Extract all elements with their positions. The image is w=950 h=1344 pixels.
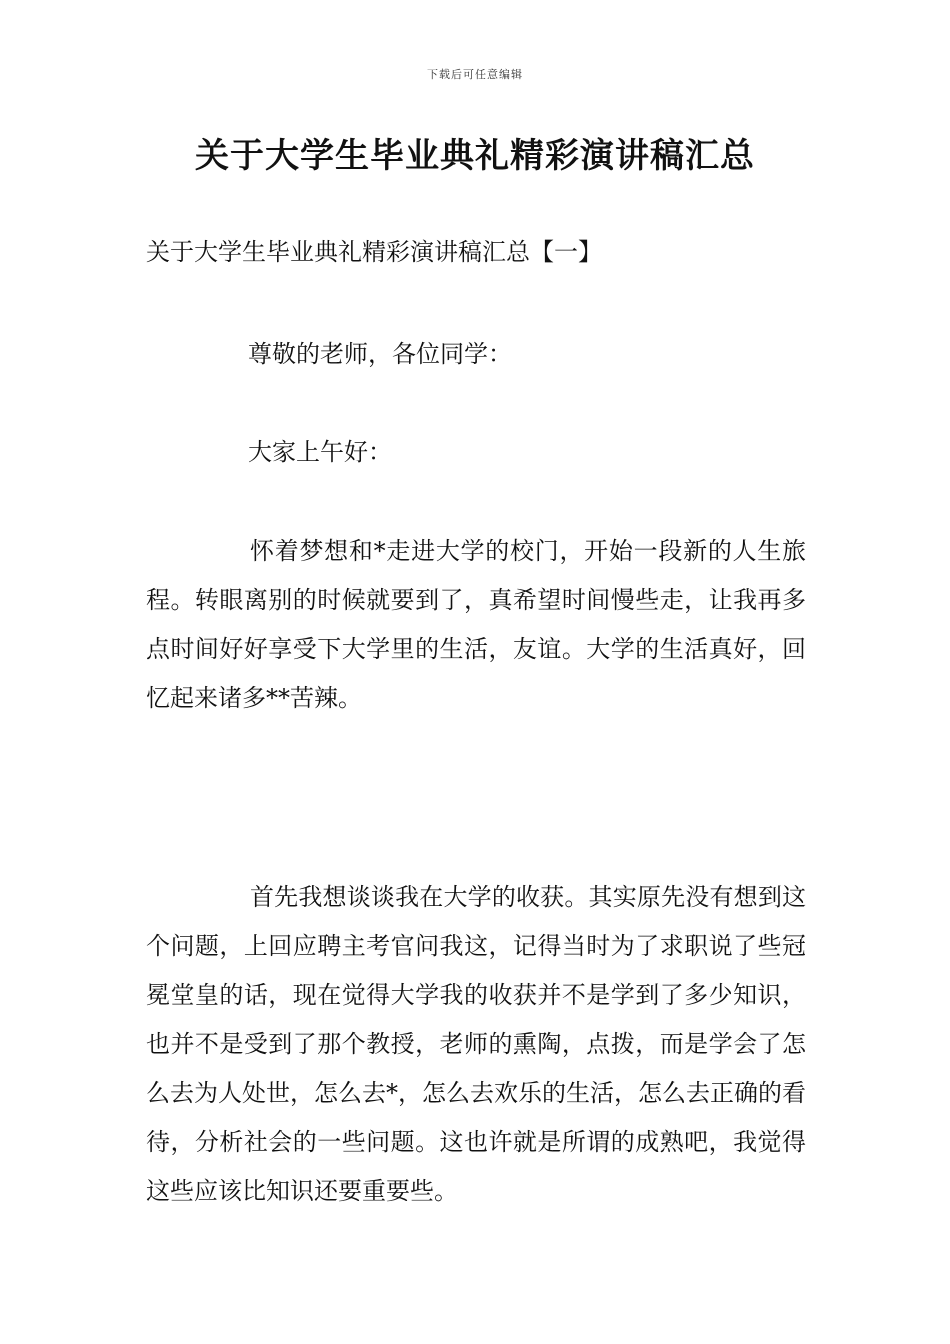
document-title: 关于大学生毕业典礼精彩演讲稿汇总 — [195, 136, 755, 176]
header-note: 下载后可任意编辑 — [427, 68, 523, 81]
paragraph-2: 首先我想谈谈我在大学的收获。其实原先没有想到这个问题，上回应聘主考官问我这，记得当时为了求职说了些冠冕堂皇的话，现在觉得大学我的收获并不是学到了多少知识，也并不是受到了那个教授，老师的熏陶，点拨，而是学会了怎么去为人处世，怎么去*，怎么去欢乐的生活，怎么去正确的看待，分析社会的一些问题。这也许就是所谓的成熟吧，我觉得这些应该比知识还要重要些。 — [146, 883, 806, 1205]
salutation: 尊敬的老师，各位同学： — [248, 340, 512, 368]
paragraph-1: 怀着梦想和*走进大学的校门，开始一段新的人生旅程。转眼离别的时候就要到了，真希望时间慢些走，让我再多点时间好好享受下大学里的生活，友谊。大学的生活真好，回忆起来诸多**苦辣。 — [146, 537, 806, 712]
greeting: 大家上午好： — [248, 438, 392, 466]
section-heading: 关于大学生毕业典礼精彩演讲稿汇总【一】 — [146, 238, 602, 266]
